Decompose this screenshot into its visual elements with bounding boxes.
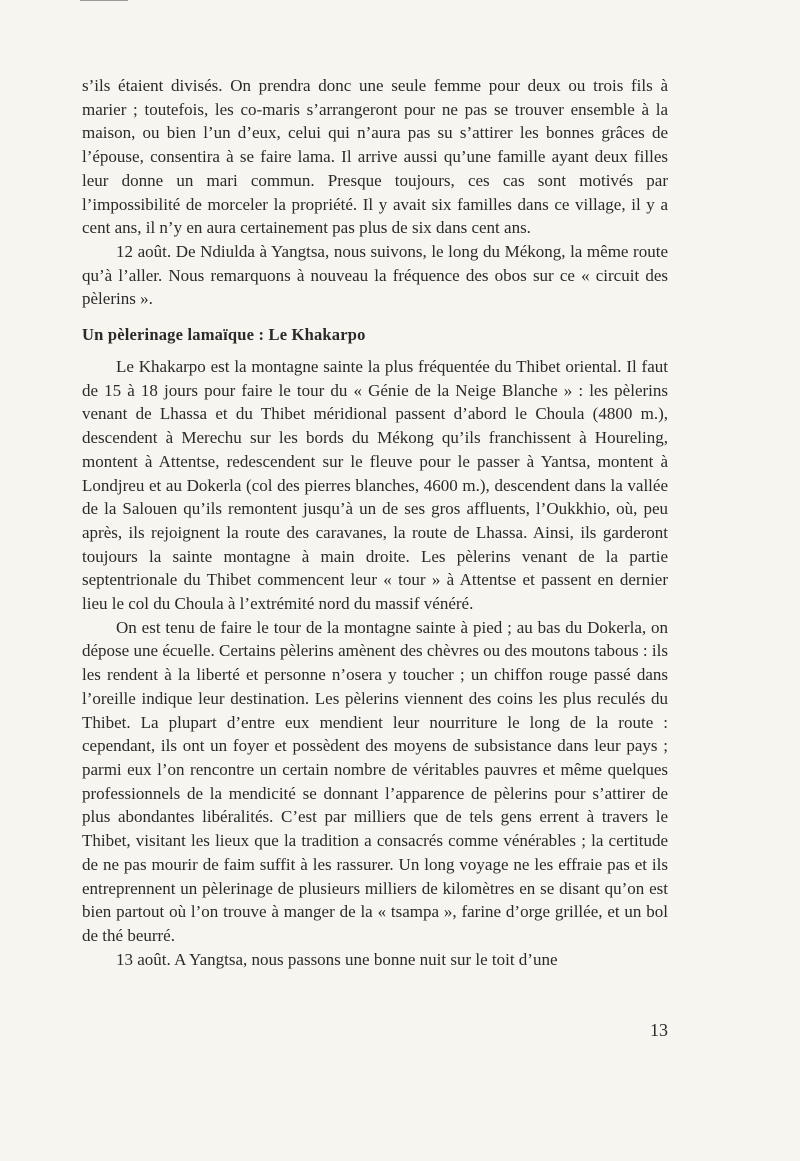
paragraph-continued: s’ils étaient divisés. On prendra donc une seule femme pour deux ou trois fils à marier ; toutefois, les co-maris s’arrangeront pour ne pas se trouver ensemble à la maison, ou bien l’un d’eux, celui qui n’aura pas su s’attirer les bonnes grâces de l’épouse, consentira à se faire lama. Il arrive aussi qu’une famille ayant deux filles leur donne un mari commun. Presque toujours, ces cas sont motivés par l’impossibilité de morceler la propriété. Il y avait six familles dans ce village, il y a cent ans, il n’y en aura certainement pas plus de six dans cent ans. (82, 76, 668, 238)
paragraph-13-aout: 13 août. A Yangtsa, nous passons une bonne nuit sur le toit d’une (116, 949, 558, 969)
text-block (82, 74, 668, 971)
paragraph-khakarpo: Le Khakarpo est la montagne sainte la plus fréquentée du Thibet oriental. Il faut de 15 à 18 jours pour faire le tour du « Génie de la Neige Blanche » : les pèlerins venant de Lhassa et du Thibet méridional passent d’abord le Choula (4800 m.), descendent à Merechu sur les bords du Mékong qu’ils franchissent à Houreling, montent à Attentse, redescendent sur le fleuve pour le passer à Yantsa, montent à Londjreu et au Dokerla (col des pierres blanches, 4600 m.), descendent dans la vallée de la Salouen qu’ils remontent jusqu’à un de ses gros affluents, l’Oukkhio, où, peu après, ils rejoignent la route des caravanes, la route de Lhassa. Ainsi, ils garderont toujours la sainte montagne à main droite. Les pèlerins venant de la partie septentrionale du Thibet commencent leur « tour » à Attentse et passent en dernier lieu le col du Choula à l’extrémité nord du massif vénéré. (82, 357, 668, 614)
section-heading: Un pèlerinage lamaïque : Le Khakarpo (82, 325, 366, 345)
paragraph-pelerins: On est tenu de faire le tour de la montagne sainte à pied ; au bas du Dokerla, on dépose une écuelle. Certains pèlerins amènent des chèvres ou des moutons tabous : ils les rendent à la liberté et personne n’osera y toucher ; un chiffon rouge passé dans l’oreille indique leur destination. Les pèlerins viennent des coins les plus reculés du Thibet. La plupart d’entre eux mendient leur nourriture le long de la route : cependant, ils ont un foyer et possèdent des moyens de subsistance dans leur pays ; parmi eux l’on rencontre un certain nombre de véritables pauvres et même quelques professionnels de la mendicité se donnant l’apparence de pèlerins pour s’attirer de plus abondantes libéralités. C’est par milliers que de tels gens errent à travers le Thibet, visitant les lieux que la tradition a consacrés comme vénérables ; la certitude de ne pas mourir de faim suffit à les rassurer. Un long voyage ne les effraie pas et ils entreprennent un pèlerinage de plusieurs milliers de kilomètres en se disant qu’on est bien partout où l’on trouve à manger de la « tsampa », farine d’orge grillée, et un bol de thé beurré. (82, 617, 668, 945)
paragraph-12-aout: 12 août. De Ndiulda à Yangtsa, nous suivons, le long du Mékong, la même route qu’à l’aller. Nous remarquons à nouveau la fréquence des obos sur ce « circuit des pèlerins ». (82, 241, 668, 309)
page-number: 13 (650, 1020, 668, 1040)
top-rule (80, 0, 128, 1)
